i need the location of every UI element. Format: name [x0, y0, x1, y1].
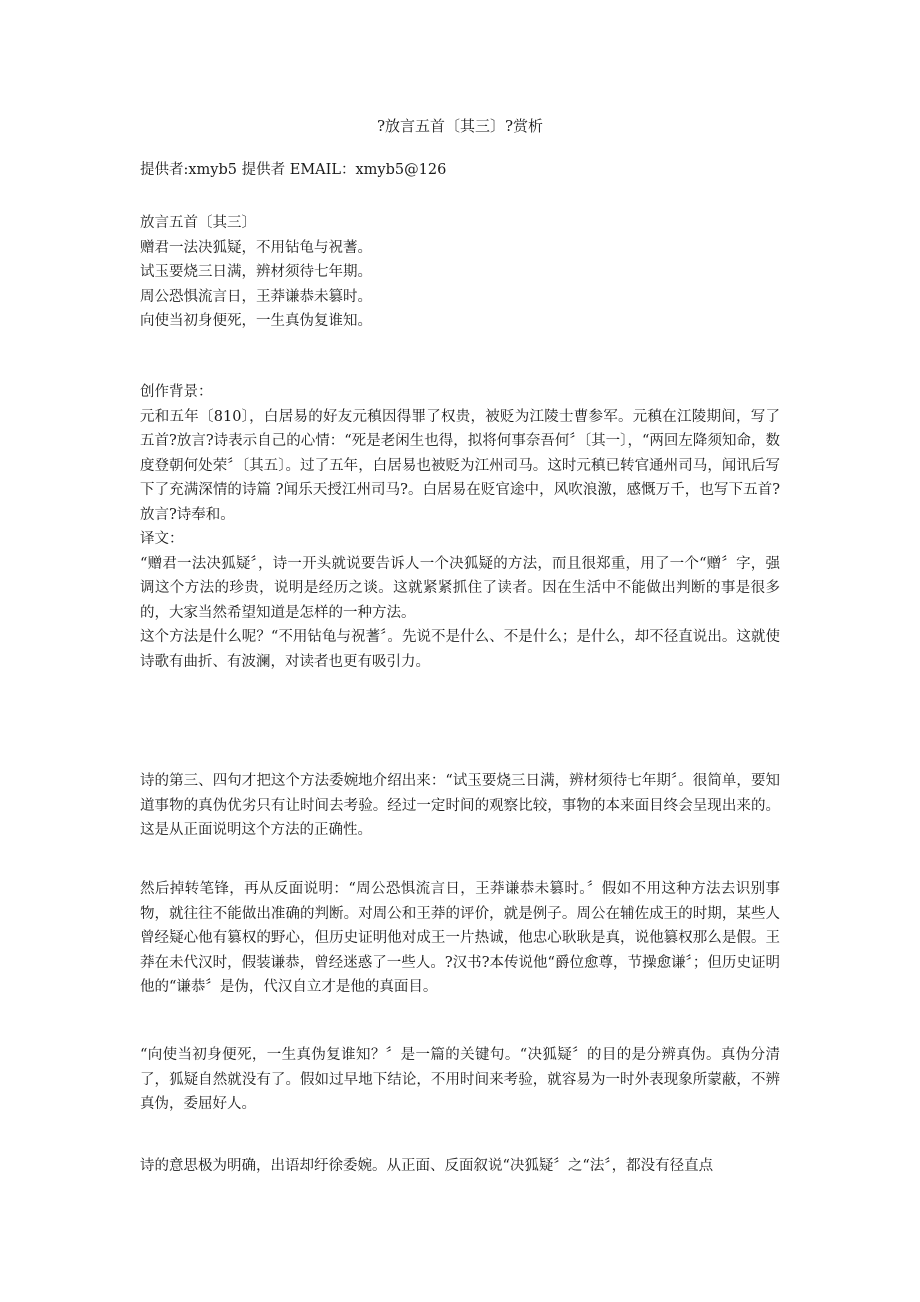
poem-section — [140, 211, 780, 334]
analysis-paragraph: 然后掉转笔锋，再从反面说明：“周公恐惧流言日，王莽谦恭未篡时。〞假如不用这种方法去识别事物，就往往不能做出准确的判断。对周公和王莽的评价，就是例子。周公在辅佐成王的时期，某些人曾经疑心他有篡权的野心，但历史证明他对成王一片热诚，他忠心耿耿是真，说他篡权那么是假。王莽在未代汉时，假装谦恭，曾经迷惑了一些人。?汉书?本传说他“爵位愈尊，节操愈谦〞；但历史证明他的“谦恭〞是伪，代汉自立才是他的真面目。 — [140, 881, 780, 995]
poem-line: 试玉要烧三日满，辨材须待七年期。 — [140, 264, 372, 280]
translation-label: 译文： — [140, 531, 184, 547]
background-section — [140, 380, 780, 674]
background-paragraph: 元和五年〔810〕，白居易的好友元稹因得罪了权贵，被贬为江陵士曹参军。元稹在江陵期间，写了五首?放言?诗表示自己的心情：“死是老闲生也得，拟将何事奈吾何〞〔其一〕，“两回左降须知命，数度登朝何处荣〞〔其五〕。过了五年，白居易也被贬为江州司马。这时元稹已转官通州司马，闻讯后写下了充满深情的诗篇 ?闻乐天授江州司马?。白居易在贬官途中，风吹浪激，感慨万千，也写下五首?放言?诗奉和。 — [140, 408, 780, 523]
provider-line: 提供者:xmyb5 提供者 EMAIL：xmyb5@126 — [140, 162, 447, 178]
translation-paragraph: “赠君一法决狐疑〞，诗一开头就说要告诉人一个决狐疑的方法，而且很郑重，用了一个“赠〞字，强调这个方法的珍贵，说明是经历之谈。这就紧紧抓住了读者。因在生活中不能做出判断的事是很多的，大家当然希望知道是怎样的一种方法。 — [140, 555, 780, 621]
analysis-paragraph: 诗的意思极为明确，出语却纡徐委婉。从正面、反面叙说“决狐疑〞之“法〞，都没有径直点 — [140, 1158, 714, 1174]
document-title: ?放言五首〔其三〕?赏析 — [376, 117, 544, 135]
background-label: 创作背景： — [140, 384, 213, 400]
poem-line: 赠君一法决狐疑，不用钻龟与祝蓍。 — [140, 239, 372, 256]
poem-title: 放言五首〔其三〕 — [140, 215, 256, 231]
translation-paragraph: 这个方法是什么呢？“不用钻龟与祝蓍〞。先说不是什么、不是什么；是什么，却不径直说出。这就使诗歌有曲折、有波澜，对读者也更有吸引力。 — [140, 629, 780, 670]
analysis-paragraph: 诗的第三、四句才把这个方法委婉地介绍出来：“试玉要烧三日满，辨材须待七年期〞。很简单，要知道事物的真伪优劣只有让时间去考验。经过一定时间的观察比较，事物的本来面目终会呈现出来的。这是从正面说明这个方法的正确性。 — [140, 773, 780, 838]
analysis-paragraph: “向使当初身便死，一生真伪复谁知？〞是一篇的关键句。“决狐疑〞的目的是分辨真伪。真伪分清了，狐疑自然就没有了。假如过早地下结论，不用时间来考验，就容易为一时外表现象所蒙蔽，不辨真伪，委屈好人。 — [140, 1047, 780, 1112]
poem-line: 向使当初身便死，一生真伪复谁知。 — [140, 313, 372, 329]
poem-line: 周公恐惧流言日，王莽谦恭未篡时。 — [140, 288, 372, 305]
